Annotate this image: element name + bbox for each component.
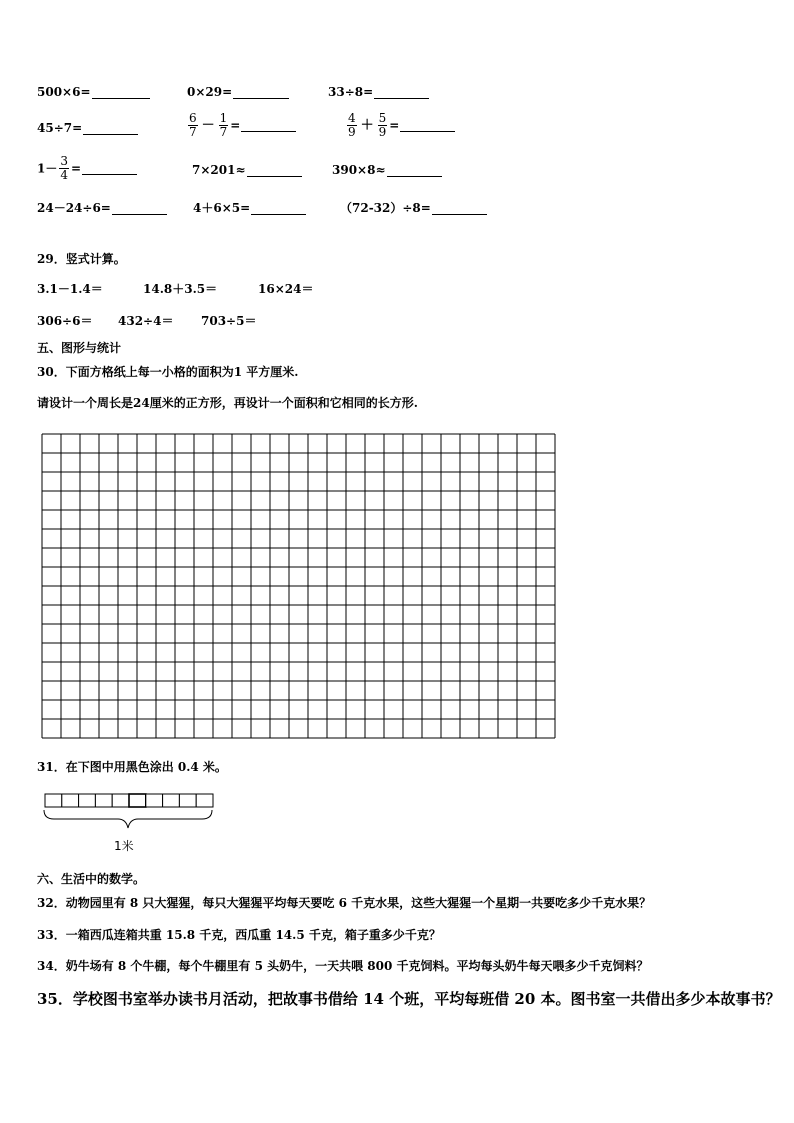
q32-text: 32．动物园里有 8 只大猩猩，每只大猩猩平均每天要吃 6 千克水果，这些大猩猩一个星期一共要吃多少千克水果？ (37, 896, 652, 910)
answer-blank[interactable] (400, 119, 455, 132)
oral-calc-3-3: 390×8≈ (332, 163, 442, 177)
q29-problem: 16×24＝ (258, 282, 314, 296)
q31-text: 31．在下图中用黑色涂出 0.4 米。 (37, 760, 227, 774)
q35-text: 35．学校图书室举办读书月活动，把故事书借给 14 个班，平均每班借 20 本。图书室一共借出多少本故事书？ (37, 990, 781, 1008)
answer-blank[interactable] (82, 162, 137, 175)
oral-calc-1-2: 0×29= (187, 85, 289, 99)
oral-calc-3-1: 1－ $\frac{3}{4}$ = (37, 155, 137, 182)
ruler-segment[interactable] (62, 794, 79, 807)
ruler-segment[interactable] (45, 794, 62, 807)
fraction: $\frac{6}{7}$ (189, 111, 197, 139)
answer-blank[interactable] (251, 202, 306, 215)
q29-problem: 14.8＋3.5＝ (143, 282, 218, 296)
ruler-segment[interactable] (79, 794, 96, 807)
q29-problem: 703÷5＝ (201, 314, 257, 328)
ruler-segment[interactable] (129, 794, 146, 807)
fraction: $\frac{4}{9}$ (348, 111, 356, 139)
q33-text: 33．一箱西瓜连箱共重 15.8 千克，西瓜重 14.5 千克，箱子重多少千克？ (37, 928, 441, 942)
q29-problem: 432÷4＝ (118, 314, 174, 328)
answer-blank[interactable] (247, 164, 302, 177)
q29-problem: 3.1－1.4＝ (37, 282, 103, 296)
answer-blank[interactable] (233, 86, 289, 99)
oral-calc-2-1: 45÷7= (37, 121, 138, 135)
oral-calc-4-2: 4＋6×5= (193, 201, 306, 215)
ruler-label: 1米 (114, 839, 134, 853)
fraction: $\frac{3}{4}$ (60, 154, 68, 182)
meter-ruler[interactable] (44, 793, 216, 809)
answer-blank[interactable] (112, 202, 167, 215)
answer-blank[interactable] (92, 86, 150, 99)
oral-calc-2-2: $\frac{6}{7}$ － $\frac{1}{7}$ = (186, 112, 296, 139)
answer-blank[interactable] (374, 86, 429, 99)
brace (42, 808, 218, 834)
square-grid-paper[interactable] (41, 433, 556, 739)
fraction: $\frac{5}{9}$ (378, 111, 387, 139)
section-heading: 六、生活中的数学。 (37, 872, 146, 886)
ruler-segment[interactable] (112, 794, 129, 807)
answer-blank[interactable] (432, 202, 487, 215)
ruler-segment[interactable] (179, 794, 196, 807)
oral-calc-4-1: 24－24÷6= (37, 201, 167, 215)
oral-calc-4-3: （72-32）÷8= (340, 201, 487, 215)
q30-line2: 请设计一个周长是24厘米的正方形，再设计一个面积和它相同的长方形. (37, 396, 418, 410)
oral-calc-2-3: $\frac{4}{9}$ ＋ $\frac{5}{9}$ = (345, 112, 455, 139)
answer-blank[interactable] (387, 164, 442, 177)
answer-blank[interactable] (241, 119, 296, 132)
q29-title: 29．竖式计算。 (37, 252, 126, 266)
ruler-segment[interactable] (196, 794, 213, 807)
ruler-segment[interactable] (163, 794, 180, 807)
oral-calc-3-2: 7×201≈ (192, 163, 302, 177)
q34-text: 34．奶牛场有 8 个牛棚，每个牛棚里有 5 头奶牛，一天共喂 800 千克饲料。平均每头奶牛每天喂多少千克饲料？ (37, 959, 649, 973)
ruler-segment[interactable] (95, 794, 112, 807)
oral-calc-1-3: 33÷8= (328, 85, 429, 99)
fraction: $\frac{1}{7}$ (219, 111, 228, 139)
ruler-segment[interactable] (146, 794, 163, 807)
oral-calc-1-1: 500×6= (37, 85, 150, 99)
section-heading: 五、图形与统计 (37, 341, 122, 355)
q29-problem: 306÷6＝ (37, 314, 93, 328)
answer-blank[interactable] (83, 122, 138, 135)
q30-line1: 30．下面方格纸上每一小格的面积为1 平方厘米. (37, 365, 299, 379)
